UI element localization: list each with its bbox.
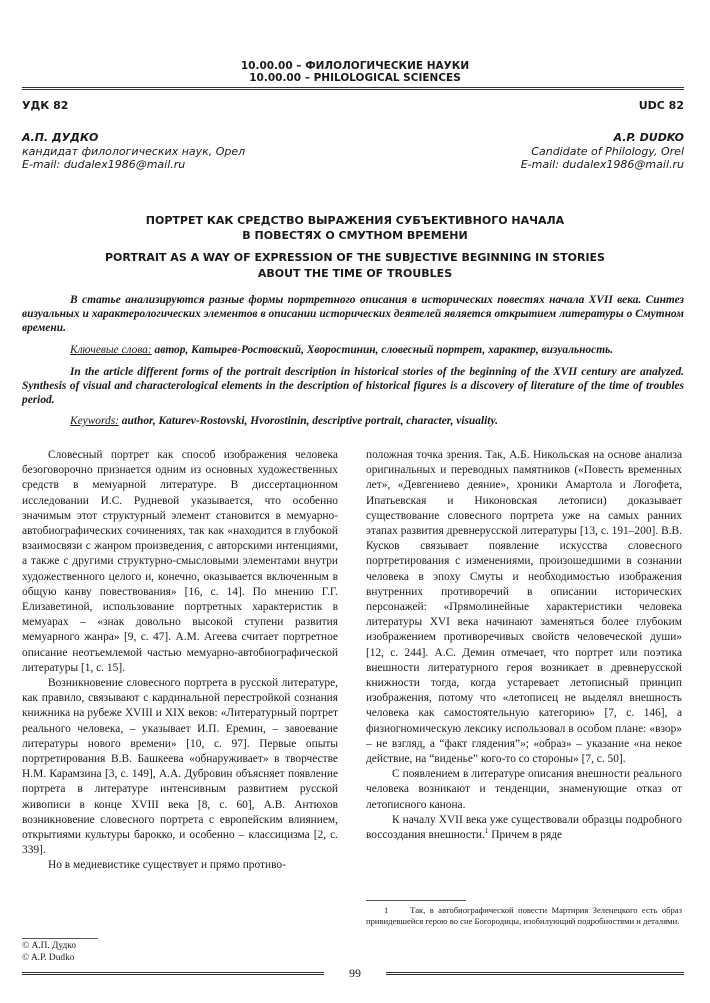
footnote-mark: 1	[384, 905, 389, 915]
keywords-en	[22, 414, 684, 428]
page-number: 99	[349, 966, 361, 980]
section-title-en: 10.00.00 – PHILOLOGICAL SCIENCES	[249, 72, 461, 84]
section-title-ru: 10.00.00 – ФИЛОЛОГИЧЕСКИЕ НАУКИ	[240, 60, 470, 72]
body-paragraph	[366, 813, 682, 843]
keywords-ru	[22, 343, 684, 357]
article-title-en-line2: ABOUT THE TIME OF TROUBLES	[257, 267, 453, 280]
footnote-rule	[366, 900, 466, 901]
body-paragraph: Словесный портрет как способ изображения человека безоговорочно признается одним из основных художественных средств в мемуарной литературе. В диссертационном исследовании И.С. Рудневой указывается, что особенно значимым этот структурный элемент становится в мемуарно-автобиографических сочинениях, так как «находится в глубокой взаимосвязи с жанром произведения, с авторскими интенциями, а также с другими структурно-смысловыми элементами внутри художественного целого и, конечно, оказывается включенным в общую канву повествования» [16, с. 14]. По мнению Г.Г. Елизаветиной, использование портретных характеристик в мемуарах – «знак довольно высокой ступени развития мемуарного жанра» [9, с. 47]. А.М. Агеева считает портретное описание неотъемлемой частью мемуарно-автобиографической литературы [1, с. 15].	[22, 449, 338, 674]
keywords-label-ru: Ключевые слова:	[70, 344, 152, 356]
author-email-en[interactable]: E-mail: dudalex1986@mail.ru	[520, 158, 684, 171]
author-degree-en: Candidate of Philology, Orel	[531, 144, 684, 158]
author-block-ru	[22, 131, 342, 172]
header-rule	[22, 87, 684, 90]
author-email-ru[interactable]: E-mail: dudalex1986@mail.ru	[22, 158, 186, 171]
keywords-text-en: author, Katurev-Rostovski, Hvorostinin, descriptive portrait, character, visuality.	[121, 415, 498, 427]
article-title-ru	[0, 213, 710, 243]
article-title-en	[0, 250, 710, 282]
copyright-ru: © А.П. Дудко	[22, 941, 77, 951]
footnote-text: Так, в автобиографической повести Мартирия Зеленецкого есть образ привидевшейся герою во сне Богородицы, изобилующий подробностями и деталями.	[366, 905, 682, 926]
udk-ru: УДК 82	[22, 99, 69, 112]
author-name-ru: А.П. ДУДКО	[22, 131, 99, 144]
abstract-ru: В статье анализируются разные формы портретного описания в исторических повестях начала XVII века. Синтез визуальных и характерологических элементов в описании исторических деятелей является открытием литературы о Смутном времени.	[22, 294, 684, 334]
section-header	[0, 60, 710, 84]
body-paragraph: Но в медиевистике существует и прямо противо-	[48, 859, 286, 872]
copyright-en: © A.P. Dudko	[22, 953, 75, 963]
footnote	[366, 905, 682, 927]
udc-en: UDC 82	[638, 99, 684, 112]
footnote-ref[interactable]: 1	[484, 827, 489, 836]
body-paragraph: С появлением в литературе описания внешности реального человека возникают и тенденции, знаменующие отказ от летописного канона.	[366, 768, 682, 811]
body-paragraph: положная точка зрения. Так, А.Б. Никольская на основе анализа оригинальных и переводных памятников («Повесть временных лет», «Девгениево деяние», хроники Амартола и Логофета, Ипатьевская и Никоновская летописи) доказывает существование словесного портрета уже на самых ранних этапах развития древнерусской литературы [13, с. 191–200]. В.В. Кусков связывает появление искусства словесного портретирования с изменениями, произошедшими в сознании человека в эпоху Смуты и необходимостью изображения внутренних противоречий в описании исторических персонажей: «Прямолинейные характеристики человека литературы XVI века начинают заменяться более глубоким изображением противоречивых свойств человеческой души» [12, с. 244]. А.С. Демин отмечает, что портрет или поэтика внешности литературного героя возникает в древнерусской книжности тогда, когда устаревает летописный принцип изображения, потому что «летописец не выделял внешность человека как самостоятельную категорию» [7, с. 146], а физиогномическую лексику использовал в особом плане: «взор» – не взгляд, а “факт глядения”»; «образ» – указание «на некое действие, на “виденье” кого-то со стороны» [7, с. 50].	[366, 449, 682, 766]
article-title-ru-line2: В ПОВЕСТЯХ О СМУТНОМ ВРЕМЕНИ	[242, 229, 468, 242]
abstract-en: In the article different forms of the portrait description in historical stories of the beginning of the XVII century are analyzed. Synthesis of visual and characterological elements in the description of historical figures is a discovery of literature of the time of troubles period.	[22, 366, 684, 406]
body-column-right	[366, 448, 682, 843]
author-block-en	[364, 131, 684, 172]
author-name-en: A.P. DUDKO	[613, 131, 684, 144]
author-degree-ru: кандидат филологических наук, Орел	[22, 144, 246, 158]
article-title-en-line1: PORTRAIT AS A WAY OF EXPRESSION OF THE SUBJECTIVE BEGINNING IN STORIES	[105, 251, 605, 264]
body-paragraph-text: К началу XVII века уже существовали образцы подробного воссоздания внешности.	[366, 813, 682, 842]
footer-rule-left	[22, 972, 324, 975]
body-paragraph: Возникновение словесного портрета в русской литературе, как правило, связывают с кардинальной перестройкой сознания книжника на рубеже XVIII и XIX веков: «Литературный портрет реального человека, – указывает И.П. Еремин, – завоевание литературы нового времени» [10, с. 97]. Первые опыты портретирования В.В. Башкеева «обнаруживает» в творчестве Н.М. Карамзина [3, с. 149], А.А. Дубровин объясняет появление портрета в литературе интенсивным развитием русской живописи в конце XVIII века [8, с. 60], А.В. Антюхов возникновение словесного портрета с европейским влиянием, открытиями культуры барокко, и особенно – классицизма [2, с. 339].	[22, 677, 338, 857]
keywords-label-en: Keywords:	[70, 415, 119, 427]
keywords-text-ru: автор, Катырев-Ростовский, Хворостинин, словесный портрет, характер, визуальность.	[154, 344, 614, 356]
copyright-rule	[22, 938, 98, 939]
copyright-block	[22, 940, 76, 964]
footer-rule-right	[386, 972, 684, 975]
body-column-left	[22, 448, 338, 874]
body-paragraph-tail: Причем в ряде	[488, 829, 563, 842]
article-title-ru-line1: ПОРТРЕТ КАК СРЕДСТВО ВЫРАЖЕНИЯ СУБЪЕКТИВНОГО НАЧАЛА	[145, 214, 565, 227]
